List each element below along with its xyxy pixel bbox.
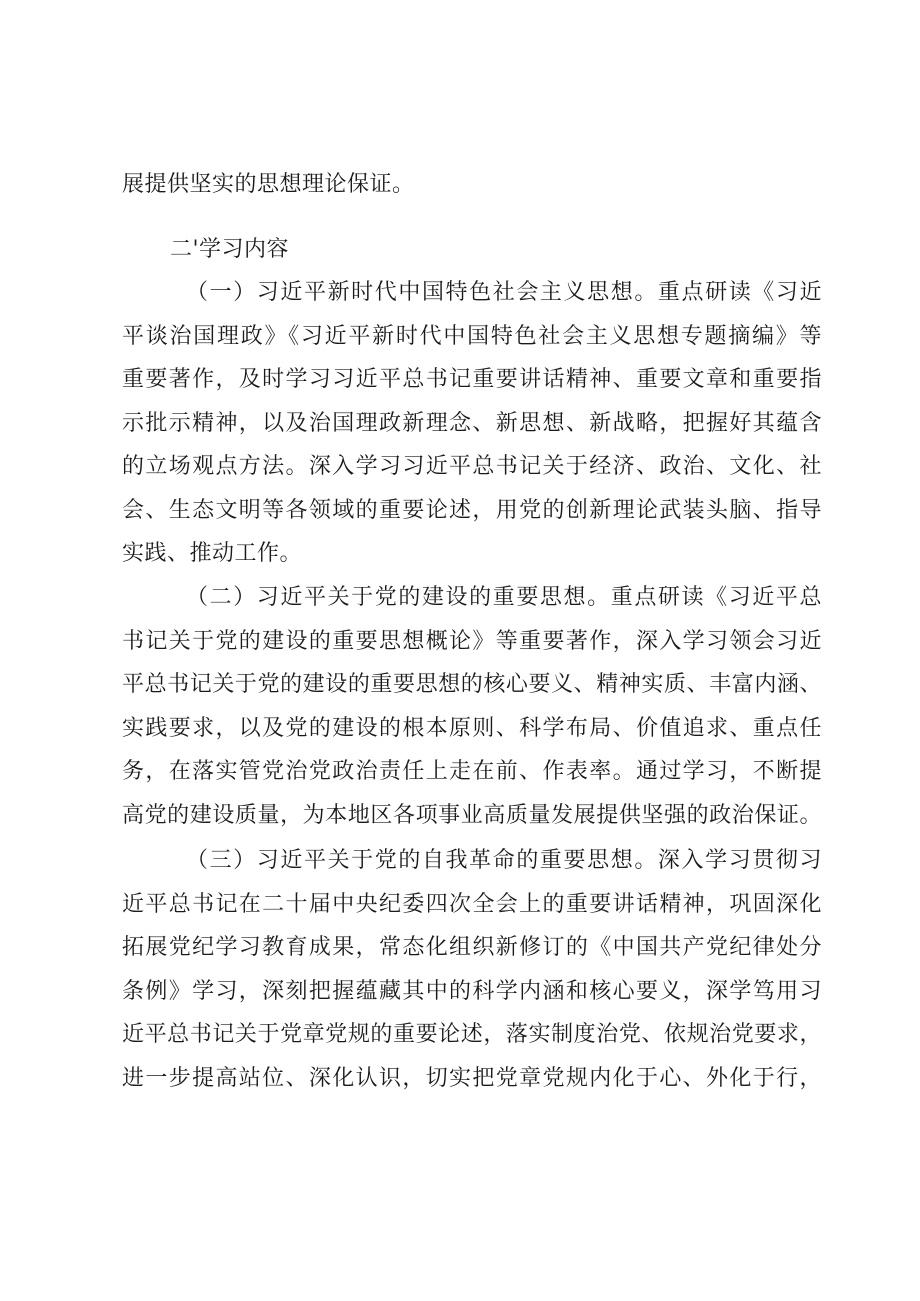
paragraph-3: [122, 839, 822, 1100]
paragraph-line: （一）习近平新时代中国特色社会主义思想。重点研读《习近: [186, 280, 822, 305]
paragraph-2: [122, 576, 822, 837]
paragraph-line: 实践、推动工作。: [122, 541, 303, 566]
paragraph-line: 书记关于党的建设的重要思想概论》等重要著作，深入学习领会习近: [122, 628, 822, 654]
paragraph-line: 会、生态文明等各领域的重要论述，用党的创新理论武装头脑、指导: [122, 497, 822, 523]
paragraph-line: 拓展党纪学习教育成果，常态化组织新修订的《中国共产党纪律处分: [122, 935, 822, 960]
section-heading-block: [122, 228, 822, 272]
paragraph-line: 重要著作，及时学习习近平总书记重要讲话精神、重要文章和重要指: [122, 367, 822, 392]
paragraph-line: 进一步提高站位、深化认识，切实把党章党规内化于心、外化于行，: [122, 1065, 822, 1091]
intro-block: [122, 163, 822, 207]
paragraph-line: 近平总书记关于党章党规的重要论述，落实制度治党、依规治党要求，: [122, 1022, 822, 1047]
paragraph-line: 近平总书记在二十届中央纪委四次全会上的重要讲话精神，巩固深化: [122, 891, 822, 917]
paragraph-line: 平谈治国理政》《习近平新时代中国特色社会主义思想专题摘编》等: [122, 323, 822, 349]
paragraph-line: 平总书记关于党的建设的重要思想的核心要义、精神实质、丰富内涵、: [122, 672, 822, 697]
paragraph-line: 的立场观点方法。深入学习习近平总书记关于经济、政治、文化、社: [122, 454, 822, 479]
section-heading: 二'学习内容: [170, 237, 290, 262]
paragraph-line: 示批示精神，以及治国理政新理念、新思想、新战略，把握好其蕴含: [122, 410, 822, 436]
paragraph-line: 实践要求，以及党的建设的根本原则、科学布局、价值追求、重点任: [122, 715, 822, 741]
paragraph-line: 条例》学习，深刻把握蕴藏其中的科学内涵和核心要义，深学笃用习: [122, 978, 822, 1004]
paragraph-line: 高党的建设质量，为本地区各项事业高质量发展提供坚强的政治保证。: [122, 802, 822, 828]
paragraph-1: [122, 271, 822, 576]
paragraph-line: 务，在落实管党治党政治责任上走在前、作表率。通过学习，不断提: [122, 759, 822, 784]
intro-line: 展提供坚实的思想理论保证。: [122, 172, 415, 197]
paragraph-line: （二）习近平关于党的建设的重要思想。重点研读《习近平总: [186, 585, 822, 610]
paragraph-line: （三）习近平关于党的自我革命的重要思想。深入学习贯彻习: [186, 848, 822, 873]
